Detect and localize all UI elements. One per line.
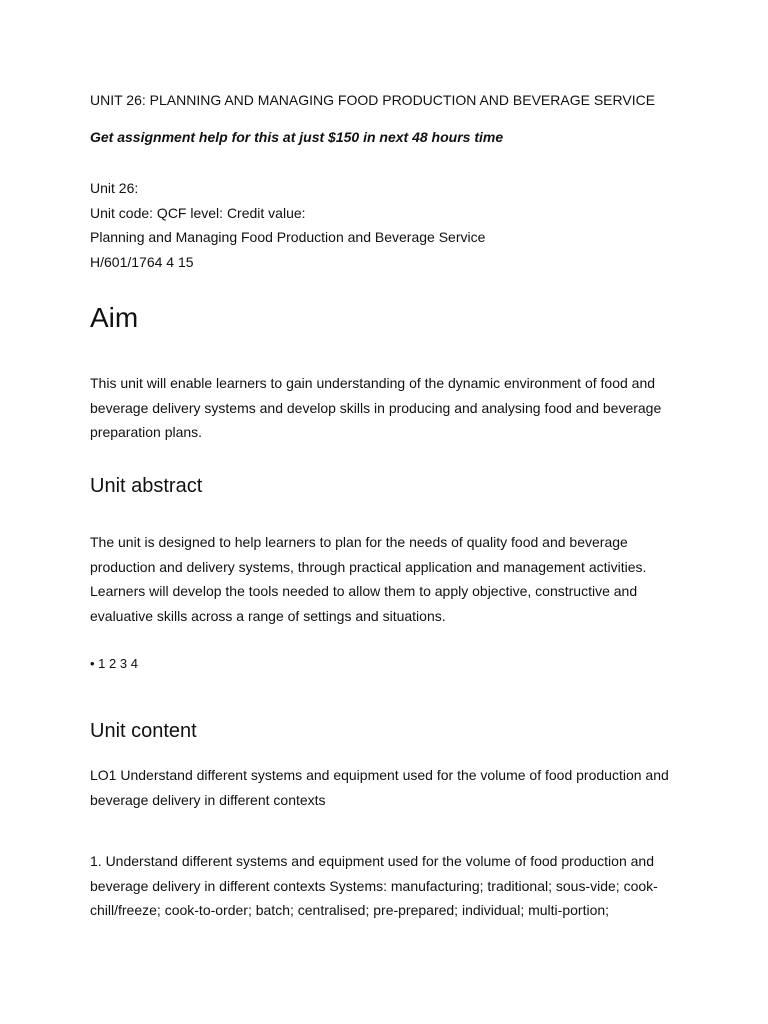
paragraph-line: This unit will enable learners to gain understanding of the dynamic environment of food and [90, 375, 656, 391]
paragraph-line: evaluative skills across a range of settings and situations. [90, 607, 446, 624]
paragraph-line: Learners will develop the tools needed to allow them to apply objective, constructive and [90, 583, 638, 599]
paragraph-line: LO1 Understand different systems and equipment used for the volume of food production and [90, 767, 669, 783]
paragraph-line: beverage delivery systems and develop skills in producing and analysing food and beverage [90, 399, 662, 416]
meta-line: Planning and Managing Food Production and Beverage Service [90, 229, 486, 245]
paragraph-line: preparation plans. [90, 424, 203, 440]
unit-meta [90, 176, 485, 274]
meta-line: H/601/1764 4 15 [90, 253, 194, 270]
item-1-paragraph [90, 849, 658, 923]
document-title: UNIT 26: PLANNING AND MANAGING FOOD PRODUCTION AND BEVERAGE SERVICE [90, 92, 656, 108]
bullet-list-line: • 1 2 3 4 [90, 656, 138, 671]
content-heading: Unit content [90, 720, 197, 742]
aim-heading: Aim [90, 302, 139, 333]
abstract-paragraph [90, 530, 646, 628]
meta-line: Unit 26: [90, 180, 139, 196]
paragraph-line: beverage delivery in different contexts Systems: manufacturing; traditional; sous-vide; cook- [90, 877, 658, 894]
lo1-paragraph [90, 763, 669, 812]
paragraph-line: chill/freeze; cook-to-order; batch; centralised; pre-prepared; individual; multi-portion; [90, 902, 610, 918]
abstract-heading: Unit abstract [90, 475, 203, 497]
paragraph-line: 1. Understand different systems and equipment used for the volume of food production and [90, 853, 654, 869]
paragraph-line: beverage delivery in different contexts [90, 791, 326, 808]
paragraph-line: The unit is designed to help learners to plan for the needs of quality food and beverage [90, 534, 628, 550]
paragraph-line: production and delivery systems, through practical application and management activities. [90, 558, 647, 575]
aim-paragraph [90, 371, 661, 445]
meta-line: Unit code: QCF level: Credit value: [90, 204, 306, 221]
promo-text: Get assignment help for this at just $150 in next 48 hours time [90, 129, 504, 145]
document-page [90, 0, 690, 1024]
